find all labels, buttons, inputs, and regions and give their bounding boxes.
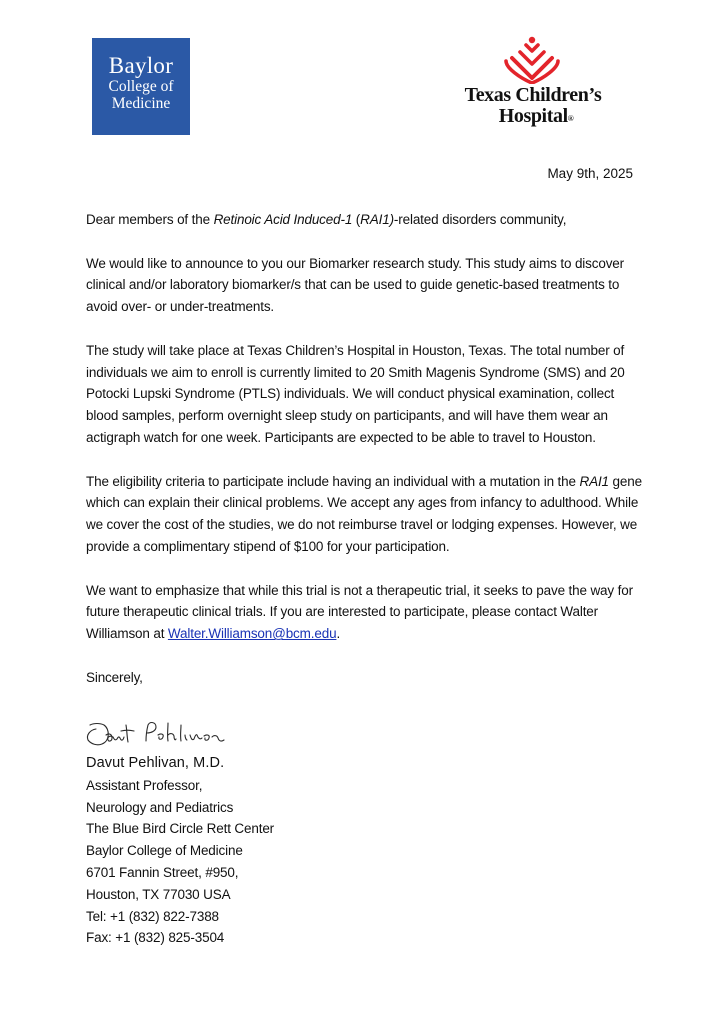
signer-city: Houston, TX 77030 USA xyxy=(86,886,231,902)
signer-street: 6701 Fannin Street, #950, xyxy=(86,864,239,880)
tch-logo-hospital: Hospital xyxy=(498,105,568,127)
paragraph-study-location: The study will take place at Texas Children’s Hospital in Houston, Texas. The total number of individuals we aim to enroll is currently limited to 20 Smith Magenis Syndrome (SMS) and 20 Potocki Lupski Syndrome (PTLS) individuals. We will conduct physical examination, collect blood samples, perform overnight sleep study on participants, and will have them wear an actigraph watch for one week. Participants are expected to be able to travel to Houston. xyxy=(86,342,625,445)
salutation-italic-gene: RAI1) xyxy=(360,212,394,227)
salutation xyxy=(86,209,646,231)
bcm-logo-line3: Medicine xyxy=(111,95,171,112)
signer-fax: Fax: +1 (832) 825-3504 xyxy=(86,930,225,946)
registered-mark: ® xyxy=(567,114,574,123)
tch-logo-text xyxy=(458,85,608,127)
paragraph-eligibility xyxy=(86,471,646,558)
bcm-logo-line2: College of xyxy=(108,78,174,95)
salutation-paren: ( xyxy=(352,212,361,227)
letter-date: May 9th, 2025 xyxy=(547,166,633,181)
paragraph-contact xyxy=(86,580,646,645)
tch-logo-line2 xyxy=(458,106,608,127)
signature-block xyxy=(86,753,274,949)
contact-text-end: . xyxy=(336,626,341,642)
baylor-college-of-medicine-logo xyxy=(92,38,190,135)
letter-body xyxy=(86,209,646,710)
texas-childrens-hospital-logo xyxy=(458,36,608,132)
eligibility-text: The eligibility criteria to participate include having an individual with a mutation in the xyxy=(86,473,580,489)
signer-tel: Tel: +1 (832) 822-7388 xyxy=(86,908,219,924)
salutation-text-end: -related disorders community, xyxy=(393,212,567,227)
eligibility-text-end: gene which can explain their clinical problems. We accept any ages from infancy to adulthood. While we cover the cost of the studies, we do not reimburse travel or lodging expenses. However, we provide a complimentary stipend of $100 for your participation. xyxy=(86,473,642,554)
signer-title: Assistant Professor, xyxy=(86,777,203,793)
bcm-logo-line1: Baylor xyxy=(108,53,174,78)
tch-logo-line1: Texas Children’s xyxy=(464,84,602,106)
contact-text: We want to emphasize that while this trial is not a therapeutic trial, it seeks to pave the way for future therapeutic clinical trials. If you are interested to participate, please contact Walter Williamson at xyxy=(86,582,633,642)
paragraph-study-aim: We would like to announce to you our Biomarker research study. This study aims to discover clinical and/or laboratory biomarker/s that can be used to guide genetic-based treatments to avoid over- or under-treatments. xyxy=(86,255,625,315)
salutation-text: Dear members of the xyxy=(86,212,214,227)
handwritten-signature xyxy=(84,711,230,753)
eligibility-gene: RAI1 xyxy=(579,473,609,489)
salutation-italic-term: Retinoic Acid Induced-1 xyxy=(213,212,353,227)
signer-center: The Blue Bird Circle Rett Center xyxy=(86,821,275,837)
signer-department: Neurology and Pediatrics xyxy=(86,799,234,815)
signer-institution: Baylor College of Medicine xyxy=(86,843,243,859)
contact-email-link[interactable]: Walter.Williamson@bcm.edu xyxy=(167,626,337,642)
tch-heart-mark-icon xyxy=(502,36,562,84)
closing: Sincerely, xyxy=(86,669,143,685)
signer-name: Davut Pehlivan, M.D. xyxy=(86,755,225,771)
